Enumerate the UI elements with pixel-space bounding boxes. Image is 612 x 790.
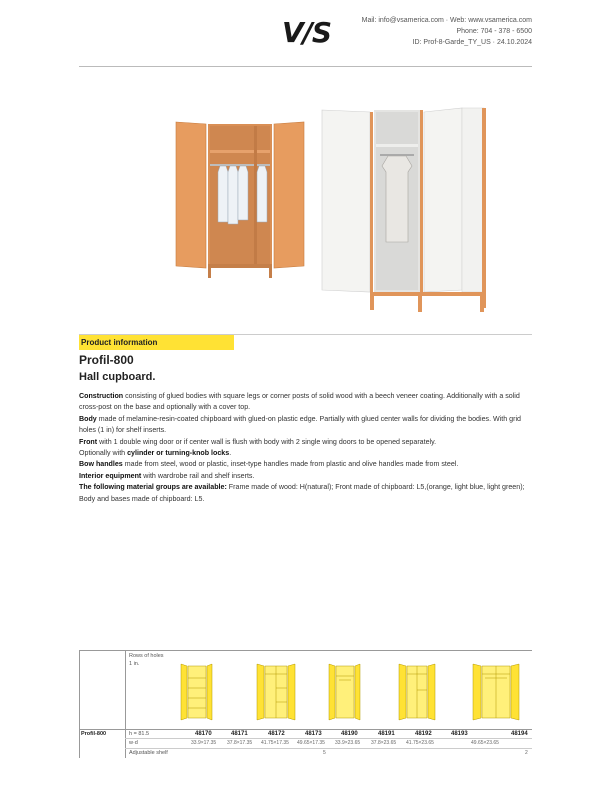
desc-materials: The following material groups are available: Frame made of wood: H(natural); Front made of chipboard: L5,(orange, light blue, light green); Body and bases made of chipboard: L5. xyxy=(79,483,525,503)
dim-7: 41.75×23.65 xyxy=(406,740,434,746)
article-48191: 48191 xyxy=(378,731,395,737)
desc-interior: Interior equipment with wardrobe rail and shelf inserts. xyxy=(79,471,255,480)
header-divider xyxy=(79,66,532,67)
beech-cupboard-image xyxy=(170,118,310,283)
contact-phone: Phone: 704 - 378 - 6500 xyxy=(456,28,532,35)
desc-construction: Construction consisting of glued bodies with square legs or corner posts of solid wood with a beech veneer coating. Additionally with a solid cross-post on the base and optionally with a cover top. xyxy=(79,392,520,412)
article-48190: 48190 xyxy=(341,731,358,737)
product-title: Profil-800 xyxy=(79,353,134,367)
thumb-cupboard-1 xyxy=(179,660,213,726)
article-table xyxy=(79,650,532,758)
document-id: ID: Prof-8-Garde_TY_US · 24.10.2024 xyxy=(412,39,532,46)
thumb-cupboard-2 xyxy=(255,660,297,726)
dim-3: 41.75×17.35 xyxy=(261,740,289,746)
shelf-count-1: 5 xyxy=(323,750,326,756)
article-48173: 48173 xyxy=(305,731,322,737)
article-48193: 48193 xyxy=(451,731,468,737)
dim-8: 49.65×23.65 xyxy=(471,740,499,746)
product-info-label: Product information xyxy=(79,335,234,350)
thumb-cupboard-4 xyxy=(397,660,437,726)
article-48171: 48171 xyxy=(231,731,248,737)
thumb-cupboard-5 xyxy=(471,660,521,726)
rows-unit-label: 1 in. xyxy=(129,661,140,667)
white-cupboard-image xyxy=(320,104,490,316)
article-48194: 48194 xyxy=(511,731,528,737)
desc-handles: Bow handles made from steel, wood or plastic, inset-type handles made from plastic and olive handles made from steel. xyxy=(79,460,459,469)
desc-body: Body made of melamine-resin-coated chipboard with glued-on plastic edge. Partially with glued center walls for dividing the bodies. With grid holes (1 in) for shelf inserts. xyxy=(79,414,522,435)
rows-of-holes-label: Rows of holes xyxy=(129,653,164,659)
dim-1: 33.9×17.35 xyxy=(191,740,217,746)
shelf-count-2: 2 xyxy=(525,750,528,756)
article-48172: 48172 xyxy=(268,731,285,737)
dim-6: 37.8×23.65 xyxy=(371,740,397,746)
vs-logo: V/S xyxy=(282,16,332,49)
contact-mail-web: Mail: info@vsamerica.com · Web: www.vsamerica.com xyxy=(361,17,532,24)
product-description xyxy=(79,391,531,505)
dim-2: 37.8×17.35 xyxy=(227,740,253,746)
thumb-cupboard-3 xyxy=(327,660,361,726)
dim-5: 33.9×23.65 xyxy=(335,740,361,746)
article-48192: 48192 xyxy=(415,731,432,737)
desc-locks: Optionally with cylinder or turning-knob locks. xyxy=(79,449,232,458)
row-dimensions-label: w·d xyxy=(129,740,138,746)
row-shelf-label: Adjustable shelf xyxy=(129,750,168,756)
desc-front: Front with 1 double wing door or if center wall is flush with body with 2 single wing doors to be opened separately. xyxy=(79,437,437,446)
product-subtitle: Hall cupboard. xyxy=(79,371,156,383)
table-product-name: Profil-800 xyxy=(81,731,107,737)
dim-4: 49.65×17.35 xyxy=(297,740,325,746)
article-48170: 48170 xyxy=(195,731,212,737)
row-height-label: h = 81.5 xyxy=(129,731,150,737)
